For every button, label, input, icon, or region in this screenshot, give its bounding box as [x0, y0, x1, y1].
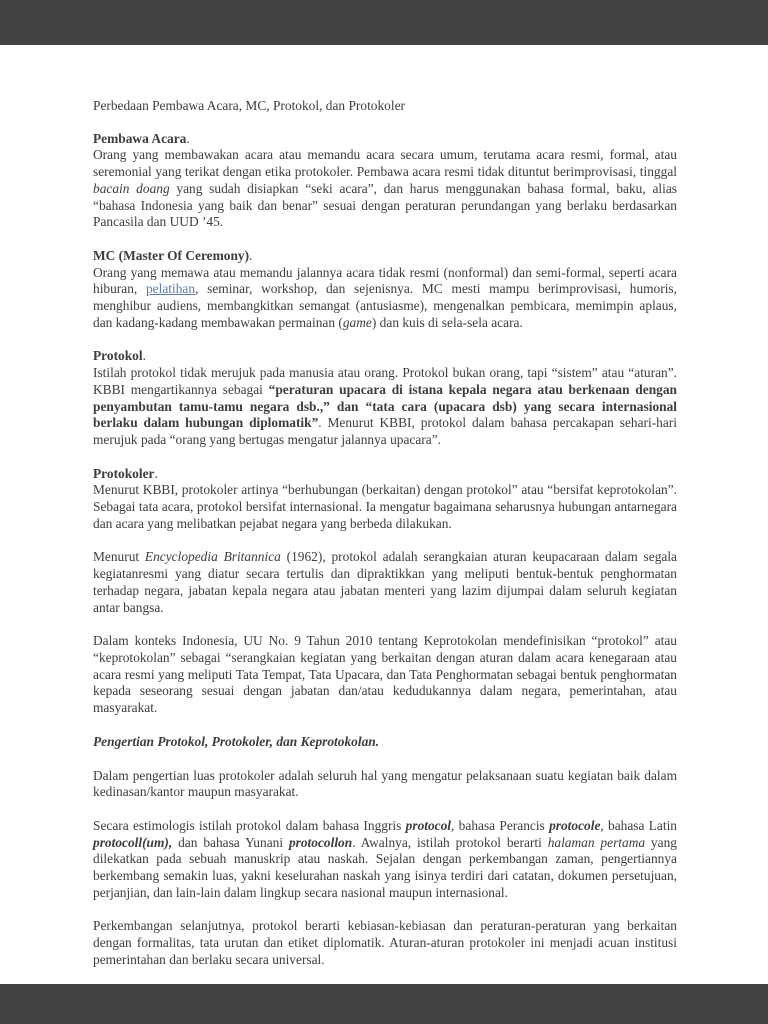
paragraph — [93, 365, 677, 449]
text-run: . — [154, 465, 158, 481]
text-run: (1962), protokol adalah serangkaian aturan keupacaraan dalam segala kegiatanresmi yang diatur secara tertulis dan dipraktikkan yang meliputi bentuk-bentuk penghormatan terhadap negara, jabatan kepala negara atau jabatan menteri yang lazim dijumpai dalam seluruh kegiatan antar bangsa. — [93, 549, 677, 615]
text-run: , seminar, workshop, dan sejenisnya. MC mesti mampu berimprovisasi, humoris, menghibur audiens, membangkitkan semangat (antusiasme), mengenalkan pembicara, memimpin aplaus, dan kadang-kadang membawakan permainan ( — [93, 281, 677, 330]
text-run: , bahasa Perancis — [451, 817, 550, 833]
text-run: yang sudah disiapkan “seki acara”, dan harus menggunakan bahasa formal, baku, alias “bahasa Indonesia yang baik dan benar” sesuai dengan peraturan perundangan yang berlaku berdasarkan Pancasila dan UUD ’45. — [93, 180, 677, 230]
paragraph — [93, 633, 677, 717]
text-run: . Awalnya, istilah protokol berarti — [352, 834, 548, 850]
text-run: yang dilekatkan pada sebuah manuskrip atau naskah. Sejalan dengan perkembangan zaman, pengertiannya berkembang semakin luas, yakni keselurahan naskah yang isinya terdiri dari catatan, dokumen persetujuan, perjanjian, dan lain-lain dalam lingkup secara nasional maupun internasional. — [93, 834, 677, 900]
text-run: Orang yang membawakan acara atau memandu acara secara umum, terutama acara resmi, formal, atau seremonial yang terikat dengan etika protokoler. Pembawa acara resmi tidak dituntut berimprovisasi, tinggal — [93, 147, 677, 180]
text-run: game — [342, 314, 372, 330]
text-run: Pembawa Acara — [93, 130, 187, 146]
text-run: ) dan kuis di sela-sela acara. — [371, 314, 523, 330]
letterbox-top — [0, 0, 768, 45]
text-run: Perbedaan Pembawa Acara, MC, Protokol, dan Protokoler — [93, 98, 406, 113]
text-run: Protokol — [93, 348, 143, 364]
paragraph — [93, 918, 677, 968]
paragraph — [93, 482, 677, 532]
text-run: protocol — [405, 817, 452, 833]
text-run: “peraturan upacara di istana kepala negara atau berkenaan dengan penyambutan tamu-tamu negara dsb.,” dan “tata cara (upacara dsb) yang secara internasional berlaku dalam hubungan diplomatik” — [93, 381, 677, 431]
letterbox-bottom — [0, 984, 768, 1024]
text-run: Secara estimologis istilah protokol dalam bahasa Inggris — [93, 817, 406, 833]
text-run: Orang yang memawa atau memandu jalannya acara tidak resmi (nonformal) dan semi-formal, seperti acara hiburan, — [93, 264, 677, 297]
text-run: . — [249, 247, 253, 263]
text-run: protocole — [549, 817, 601, 833]
text-run: dan bahasa Yunani — [172, 834, 289, 850]
text-run: halaman pertama — [547, 834, 646, 850]
paragraph — [93, 549, 677, 616]
text-run: Encyclopedia Britannica — [144, 549, 281, 565]
text-run: Pengertian Protokol, Protokoler, dan Keprotokolan. — [93, 733, 380, 749]
section-heading — [93, 131, 677, 148]
document-page — [0, 45, 768, 984]
text-run: Perkembangan selanjutnya, protokol berarti kebiasan-kebiasan dan peraturan-peraturan yang berkaitan dengan formalitas, tata urutan dan etiket diplomatik. Aturan-aturan protokoler ini menjadi acuan institusi pemerintahan dan berlaku secara universal. — [93, 918, 677, 967]
text-run: protocoll(um), — [93, 834, 173, 850]
text-run: . Menurut KBBI, protokol dalam bahasa percakapan sehari-hari merujuk pada “orang yang bertugas mengatur jalannya upacara”. — [93, 415, 677, 447]
text-run: Menurut — [93, 549, 145, 565]
text-run: Dalam pengertian luas protokoler adalah seluruh hal yang mengatur pelaksanaan suatu kegiatan baik dalam kedinasan/kantor maupun masyarakat. — [93, 767, 677, 800]
paragraph — [93, 265, 677, 332]
text-run: Protokoler — [93, 465, 155, 481]
text-run: , bahasa Latin — [600, 817, 678, 833]
text-run: Dalam konteks Indonesia, UU No. 9 Tahun 2010 tentang Keprotokolan mendefinisikan “protokol” atau “keprotokolan” sebagai “serangkaian kegiatan yang berkaitan dengan aturan dalam acara kenegaraan atau acara resmi yang meliputi Tata Tempat, Tata Upacara, dan Tata Penghormatan sebagai bentuk penghormatan kepada seseorang sesuai dengan jabatan dan/atau kedudukannya dalam negara, pemerintahan, atau masyarakat. — [93, 633, 677, 716]
text-run: bacain doang — [93, 180, 170, 196]
document-title — [93, 98, 677, 115]
text-run: Menurut KBBI, protokoler artinya “berhubungan (berkaitan) dengan protokol” atau “bersifat keprotokolan”. Sebagai tata acara, protokol bersifat internasional. Ia mengatur bagaimana seharusnya hubungan antarnegara dan acara yang melibatkan pejabat negara yang berbeda dilakukan. — [93, 482, 677, 531]
document-content — [0, 45, 768, 969]
text-run: protocollon — [288, 834, 353, 850]
paragraph — [93, 818, 677, 902]
paragraph — [93, 147, 677, 231]
section-heading — [93, 466, 677, 483]
section-heading — [93, 348, 677, 365]
text-run: MC (Master Of Ceremony) — [93, 247, 250, 263]
pelatihan-link[interactable]: pelatihan — [145, 281, 196, 297]
text-run: Istilah protokol tidak merujuk pada manusia atau orang. Protokol bukan orang, tapi “sistem” atau “aturan”. KBBI mengartikannya sebagai — [93, 365, 677, 397]
text-run: . — [186, 130, 190, 146]
paragraph — [93, 768, 677, 801]
text-run: . — [142, 348, 146, 364]
section-heading — [93, 734, 677, 751]
section-heading — [93, 248, 677, 265]
